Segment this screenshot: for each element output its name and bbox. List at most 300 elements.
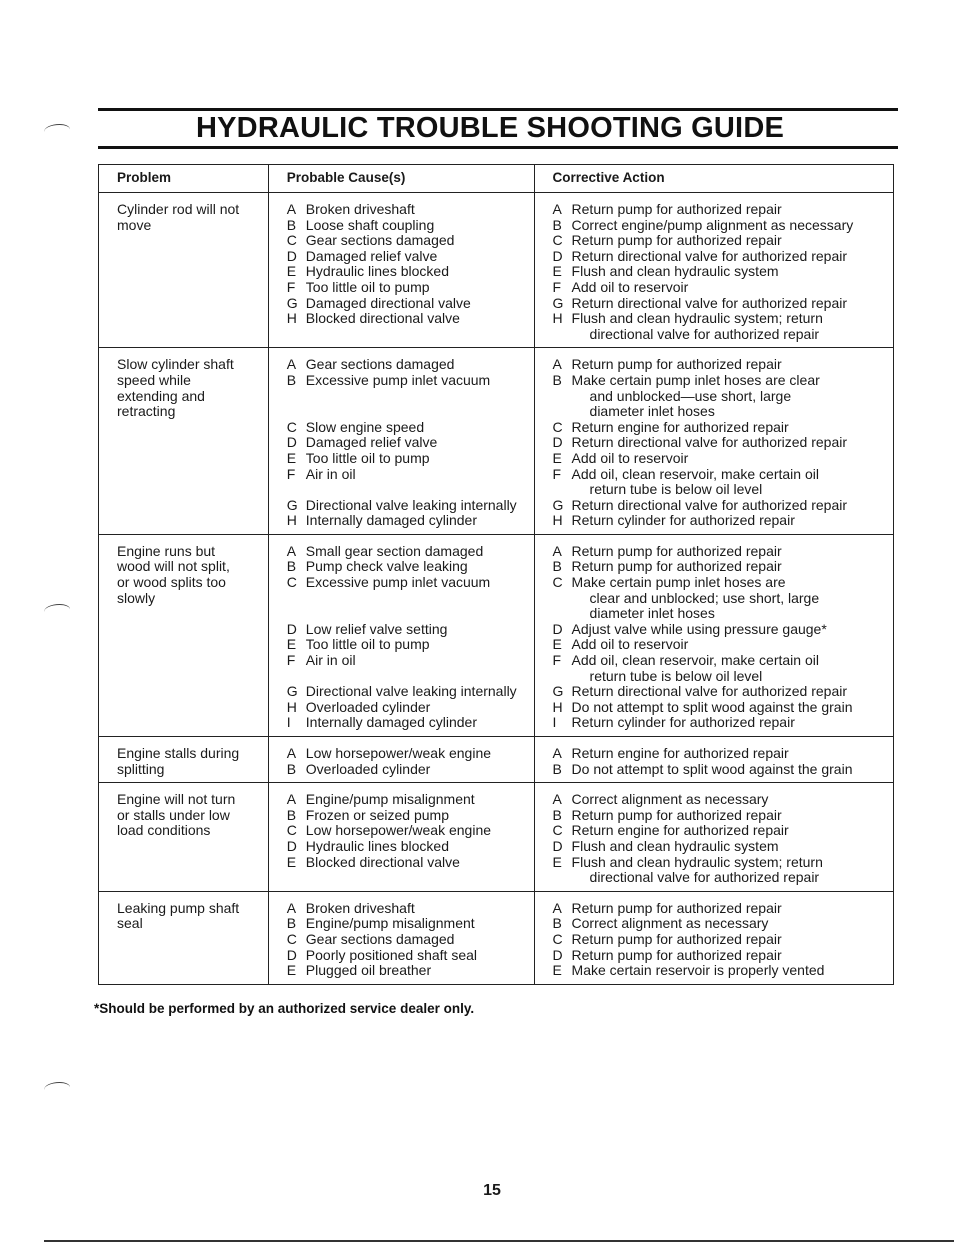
item-text-line: Poorly positioned shaft seal <box>305 946 478 963</box>
item-text-line: Low horsepower/weak engine <box>305 745 492 761</box>
list-item <box>287 637 526 653</box>
item-text <box>306 808 526 824</box>
item-letter: C <box>286 418 297 435</box>
item-text-line: Blocked directional valve <box>305 310 460 327</box>
item-letter: D <box>552 620 563 637</box>
spacer <box>287 482 526 498</box>
item-letter: I <box>286 714 291 731</box>
item-text <box>572 233 885 249</box>
table-row <box>99 534 894 736</box>
list-item <box>287 653 526 669</box>
item-letter: A <box>552 201 562 217</box>
item-text-line: Return pump for authorized repair <box>571 201 782 217</box>
list-item <box>287 823 526 839</box>
list-item <box>553 948 885 964</box>
item-text <box>306 559 526 575</box>
item-letter: E <box>286 449 297 466</box>
list-item <box>553 916 885 932</box>
item-text-line: Correct engine/pump alignment as necessary <box>571 216 854 233</box>
list-item <box>553 575 885 622</box>
item-text <box>572 792 885 808</box>
trouble-shooting-table <box>98 164 894 985</box>
item-letter: A <box>552 542 562 559</box>
item-text-line: Make certain pump inlet hoses are <box>571 574 786 591</box>
item-letter: A <box>552 356 562 373</box>
list-item <box>287 622 526 638</box>
list-item <box>287 467 526 483</box>
item-text <box>306 420 526 436</box>
list-item <box>287 762 526 778</box>
list-item <box>287 357 526 373</box>
item-text-line: Return pump for authorized repair <box>571 806 782 823</box>
item-text-line: Return pump for authorized repair <box>571 930 782 947</box>
item-text <box>572 296 885 312</box>
margin-mark <box>44 1082 70 1095</box>
page-bottom-rule <box>44 1240 954 1242</box>
problem-text-line: Engine will not turn <box>117 791 236 808</box>
item-text <box>572 467 885 498</box>
item-text <box>306 311 526 327</box>
list-item <box>287 544 526 560</box>
item-text-line: Add oil, clean reservoir, make certain oil <box>571 652 819 669</box>
table-row <box>99 891 894 984</box>
item-text-continuation: and unblocked—use short, large <box>589 387 792 404</box>
list-item <box>287 202 526 218</box>
spacer <box>287 389 526 420</box>
causes-cell <box>268 737 534 783</box>
item-text-line: Damaged relief valve <box>305 247 438 264</box>
page-number: 15 <box>483 1182 501 1199</box>
item-text-line: Excessive pump inlet vacuum <box>305 371 491 388</box>
item-text <box>306 513 526 529</box>
table-row <box>99 348 894 535</box>
item-text-line: Add oil to reservoir <box>571 636 689 653</box>
item-text <box>572 218 885 234</box>
list-item <box>553 653 885 684</box>
problem-text-line: splitting <box>117 760 165 777</box>
page-title: HYDRAULIC TROUBLE SHOOTING GUIDE <box>195 112 784 144</box>
item-text-line: Return directional valve for authorized repair <box>571 683 848 700</box>
item-text <box>572 948 885 964</box>
item-text-line: Broken driveshaft <box>305 201 415 217</box>
item-text <box>572 901 885 917</box>
item-letter: H <box>286 698 297 715</box>
item-letter: A <box>286 356 297 373</box>
item-letter: F <box>286 278 296 295</box>
title-rule-bottom <box>98 146 898 149</box>
item-text-line: Return pump for authorized repair <box>571 558 782 575</box>
item-text-line: Return pump for authorized repair <box>571 232 782 249</box>
list-item <box>553 622 885 638</box>
item-letter: C <box>286 574 297 591</box>
item-letter: H <box>552 512 563 529</box>
item-text-line: Gear sections damaged <box>305 930 455 947</box>
actions-cell <box>534 193 893 348</box>
problem-cell <box>99 783 269 892</box>
item-text <box>572 420 885 436</box>
actions-cell <box>534 783 893 892</box>
item-text <box>306 451 526 467</box>
table-header-row <box>99 165 894 193</box>
item-text-line: Return directional valve for authorized repair <box>571 496 848 513</box>
item-text-line: Excessive pump inlet vacuum <box>305 574 491 591</box>
list-item <box>287 498 526 514</box>
item-letter: D <box>552 837 563 854</box>
item-letter: C <box>552 930 563 947</box>
list-item <box>553 513 885 529</box>
item-letter: E <box>552 853 562 870</box>
list-item <box>553 932 885 948</box>
list-item <box>287 715 526 731</box>
item-text-line: Low relief valve setting <box>305 620 448 637</box>
list-item <box>287 311 526 327</box>
item-text <box>306 932 526 948</box>
item-text-continuation: return tube is below oil level <box>589 481 763 498</box>
item-letter: D <box>286 946 297 963</box>
item-text-continuation: directional valve for authorized repair <box>589 869 820 886</box>
item-letter: A <box>552 745 562 761</box>
list-item <box>553 357 885 373</box>
footnote: *Should be performed by an authorized service dealer only. <box>94 1001 475 1016</box>
item-text-line: Return pump for authorized repair <box>571 542 782 559</box>
item-text <box>572 653 885 684</box>
problem-text-line: slowly <box>117 589 156 606</box>
item-text-line: Blocked directional valve <box>305 853 460 870</box>
item-letter: G <box>552 496 564 513</box>
item-text <box>306 622 526 638</box>
item-text <box>306 792 526 808</box>
list-item <box>553 498 885 514</box>
item-letter: C <box>552 418 563 435</box>
item-letter: E <box>286 853 297 870</box>
item-text-line: Flush and clean hydraulic system; return <box>571 853 823 870</box>
item-text <box>306 357 526 373</box>
item-text <box>306 373 526 389</box>
item-letter: D <box>286 434 297 451</box>
item-text <box>306 715 526 731</box>
item-text-line: Damaged relief valve <box>305 434 438 451</box>
item-text <box>572 373 885 420</box>
item-text <box>572 762 885 778</box>
item-letter: D <box>552 434 563 451</box>
item-text <box>572 839 885 855</box>
item-letter: A <box>552 791 562 808</box>
list-item <box>553 823 885 839</box>
item-text-line: Return pump for authorized repair <box>571 946 782 963</box>
item-letter: A <box>552 899 562 916</box>
list-item <box>553 792 885 808</box>
list-item <box>553 839 885 855</box>
item-text-line: Engine/pump misalignment <box>305 791 475 808</box>
item-letter: E <box>552 449 562 466</box>
item-letter: E <box>286 263 297 280</box>
causes-cell <box>268 534 534 736</box>
header-probable-causes: Probable Cause(s) <box>268 165 534 193</box>
problem-cell <box>99 348 269 535</box>
list-item <box>287 280 526 296</box>
item-text <box>572 746 885 762</box>
list-item <box>553 296 885 312</box>
list-item <box>553 746 885 762</box>
list-item <box>553 435 885 451</box>
item-text-line: Air in oil <box>305 652 356 669</box>
problem-text-line: seal <box>117 915 143 932</box>
item-text-line: Make certain pump inlet hoses are clear <box>571 371 820 388</box>
problem-cell <box>99 534 269 736</box>
header-corrective-action: Corrective Action <box>534 165 893 193</box>
list-item <box>287 700 526 716</box>
list-item <box>553 684 885 700</box>
item-letter: C <box>552 232 563 249</box>
list-item <box>287 435 526 451</box>
item-letter: B <box>286 371 297 388</box>
item-text <box>306 202 526 218</box>
item-letter: D <box>552 946 563 963</box>
list-item <box>287 948 526 964</box>
list-item <box>553 637 885 653</box>
item-text <box>572 622 885 638</box>
item-text-line: Make certain reservoir is properly vented <box>571 962 825 979</box>
item-text <box>572 513 885 529</box>
item-text <box>572 498 885 514</box>
item-text-line: Overloaded cylinder <box>305 760 431 777</box>
item-text-line: Frozen or seized pump <box>305 806 449 823</box>
item-letter: B <box>286 915 297 932</box>
list-item <box>287 839 526 855</box>
item-letter: B <box>552 760 562 777</box>
item-text <box>306 498 526 514</box>
list-item <box>553 264 885 280</box>
list-item <box>287 420 526 436</box>
item-text <box>572 202 885 218</box>
item-text <box>306 700 526 716</box>
item-letter: A <box>286 745 297 761</box>
item-text <box>306 435 526 451</box>
item-text-line: Broken driveshaft <box>305 899 415 916</box>
item-letter: G <box>286 294 298 311</box>
item-text <box>572 280 885 296</box>
item-letter: B <box>286 760 297 777</box>
list-item <box>287 233 526 249</box>
item-text <box>306 746 526 762</box>
item-letter: H <box>552 698 563 715</box>
item-text <box>572 451 885 467</box>
item-letter: B <box>552 806 562 823</box>
item-letter: E <box>552 962 562 979</box>
item-text <box>572 700 885 716</box>
item-letter: A <box>286 542 297 559</box>
item-text-line: Return engine for authorized repair <box>571 822 789 839</box>
item-text <box>306 296 526 312</box>
list-item <box>553 715 885 731</box>
problem-text-line: move <box>117 216 152 233</box>
item-text <box>572 637 885 653</box>
item-text <box>306 637 526 653</box>
list-item <box>287 746 526 762</box>
item-text-line: Air in oil <box>305 465 356 482</box>
item-text-continuation: clear and unblocked; use short, large <box>589 589 820 606</box>
problem-text-line: load conditions <box>117 822 211 839</box>
problem-cell <box>99 891 269 984</box>
list-item <box>553 762 885 778</box>
list-item <box>553 373 885 420</box>
item-text <box>306 280 526 296</box>
item-letter: C <box>552 574 563 591</box>
item-text <box>572 575 885 622</box>
item-text-line: Correct alignment as necessary <box>571 915 769 932</box>
table-row <box>99 193 894 348</box>
list-item <box>287 218 526 234</box>
item-text-line: Internally damaged cylinder <box>305 512 478 529</box>
item-text-line: Do not attempt to split wood against the grain <box>571 698 853 715</box>
item-text <box>306 823 526 839</box>
item-letter: D <box>286 837 297 854</box>
list-item <box>553 218 885 234</box>
item-text <box>306 916 526 932</box>
list-item <box>287 932 526 948</box>
item-text-line: Gear sections damaged <box>305 356 455 373</box>
item-text-line: Hydraulic lines blocked <box>305 837 449 854</box>
problem-text-line: Cylinder rod will not <box>117 201 240 217</box>
problem-text-line: or stalls under low <box>117 806 230 823</box>
item-letter: B <box>552 915 562 932</box>
list-item <box>287 575 526 591</box>
item-text <box>306 467 526 483</box>
item-text <box>572 916 885 932</box>
causes-cell <box>268 783 534 892</box>
item-text-line: Return directional valve for authorized repair <box>571 434 848 451</box>
item-text <box>306 218 526 234</box>
item-text <box>572 357 885 373</box>
item-text <box>306 575 526 591</box>
table-row <box>99 783 894 892</box>
item-text-line: Damaged directional valve <box>305 294 471 311</box>
item-text-line: Return cylinder for authorized repair <box>571 714 795 731</box>
item-text-line: Flush and clean hydraulic system; return <box>571 310 823 327</box>
list-item <box>287 808 526 824</box>
item-text <box>306 249 526 265</box>
item-letter: A <box>286 201 297 217</box>
list-item <box>553 901 885 917</box>
item-text <box>572 249 885 265</box>
item-letter: F <box>552 652 562 669</box>
item-letter: E <box>552 636 562 653</box>
item-letter: B <box>286 216 297 233</box>
item-text-continuation: directional valve for authorized repair <box>589 325 820 342</box>
item-text-line: Too little oil to pump <box>305 278 430 295</box>
actions-cell <box>534 737 893 783</box>
item-text-continuation: diameter inlet hoses <box>589 403 715 420</box>
item-letter: A <box>286 899 297 916</box>
problem-text-line: wood will not split, <box>117 558 230 575</box>
list-item <box>553 451 885 467</box>
list-item <box>553 467 885 498</box>
item-text <box>572 544 885 560</box>
spacer <box>287 669 526 685</box>
item-letter: E <box>552 263 562 280</box>
problem-text-line: retracting <box>117 403 176 420</box>
item-text-line: Return directional valve for authorized repair <box>571 294 848 311</box>
item-text-line: Return pump for authorized repair <box>571 899 782 916</box>
item-letter: F <box>286 652 296 669</box>
item-text <box>572 808 885 824</box>
problem-cell <box>99 193 269 348</box>
item-letter: D <box>286 620 297 637</box>
spacer <box>287 591 526 622</box>
item-text <box>572 855 885 886</box>
item-letter: C <box>552 822 563 839</box>
item-letter: G <box>552 683 564 700</box>
item-text <box>572 932 885 948</box>
problem-text-line: Engine stalls during <box>117 745 240 761</box>
actions-cell <box>534 348 893 535</box>
item-letter: H <box>286 512 297 529</box>
list-item <box>287 513 526 529</box>
item-text <box>306 653 526 669</box>
item-letter: C <box>286 822 297 839</box>
item-text <box>306 855 526 871</box>
item-text-line: Low horsepower/weak engine <box>305 822 492 839</box>
item-letter: A <box>286 791 297 808</box>
list-item <box>553 559 885 575</box>
item-text <box>572 264 885 280</box>
item-text <box>572 311 885 342</box>
item-text <box>306 901 526 917</box>
item-text-continuation: diameter inlet hoses <box>589 605 715 622</box>
item-text <box>572 559 885 575</box>
item-letter: B <box>552 216 562 233</box>
item-text <box>572 823 885 839</box>
item-letter: F <box>552 465 562 482</box>
list-item <box>287 855 526 871</box>
item-letter: B <box>552 558 562 575</box>
item-text-line: Pump check valve leaking <box>305 558 468 575</box>
item-letter: G <box>552 294 564 311</box>
list-item <box>553 808 885 824</box>
item-letter: E <box>286 962 297 979</box>
item-text <box>306 264 526 280</box>
list-item <box>553 963 885 979</box>
list-item <box>287 792 526 808</box>
item-text <box>306 839 526 855</box>
item-letter: D <box>286 247 297 264</box>
list-item <box>287 264 526 280</box>
list-item <box>553 700 885 716</box>
problem-text-line: Engine runs but <box>117 542 216 559</box>
item-text-line: Return pump for authorized repair <box>571 356 782 373</box>
item-text-line: Directional valve leaking internally <box>305 496 517 513</box>
actions-cell <box>534 891 893 984</box>
list-item <box>287 559 526 575</box>
item-text-line: Add oil to reservoir <box>571 278 689 295</box>
problem-text-line: extending and <box>117 387 205 404</box>
item-letter: I <box>552 714 557 731</box>
list-item <box>553 280 885 296</box>
item-text-line: Flush and clean hydraulic system <box>571 263 779 280</box>
problem-text-line: Leaking pump shaft <box>117 899 240 916</box>
item-text <box>306 963 526 979</box>
item-text <box>306 762 526 778</box>
item-text <box>306 948 526 964</box>
list-item <box>553 202 885 218</box>
item-text-line: Return directional valve for authorized repair <box>571 247 848 264</box>
item-text-line: Gear sections damaged <box>305 232 455 249</box>
item-letter: B <box>552 371 562 388</box>
problem-cell <box>99 737 269 783</box>
item-letter: B <box>286 558 297 575</box>
item-letter: F <box>286 465 296 482</box>
item-text-line: Too little oil to pump <box>305 449 430 466</box>
